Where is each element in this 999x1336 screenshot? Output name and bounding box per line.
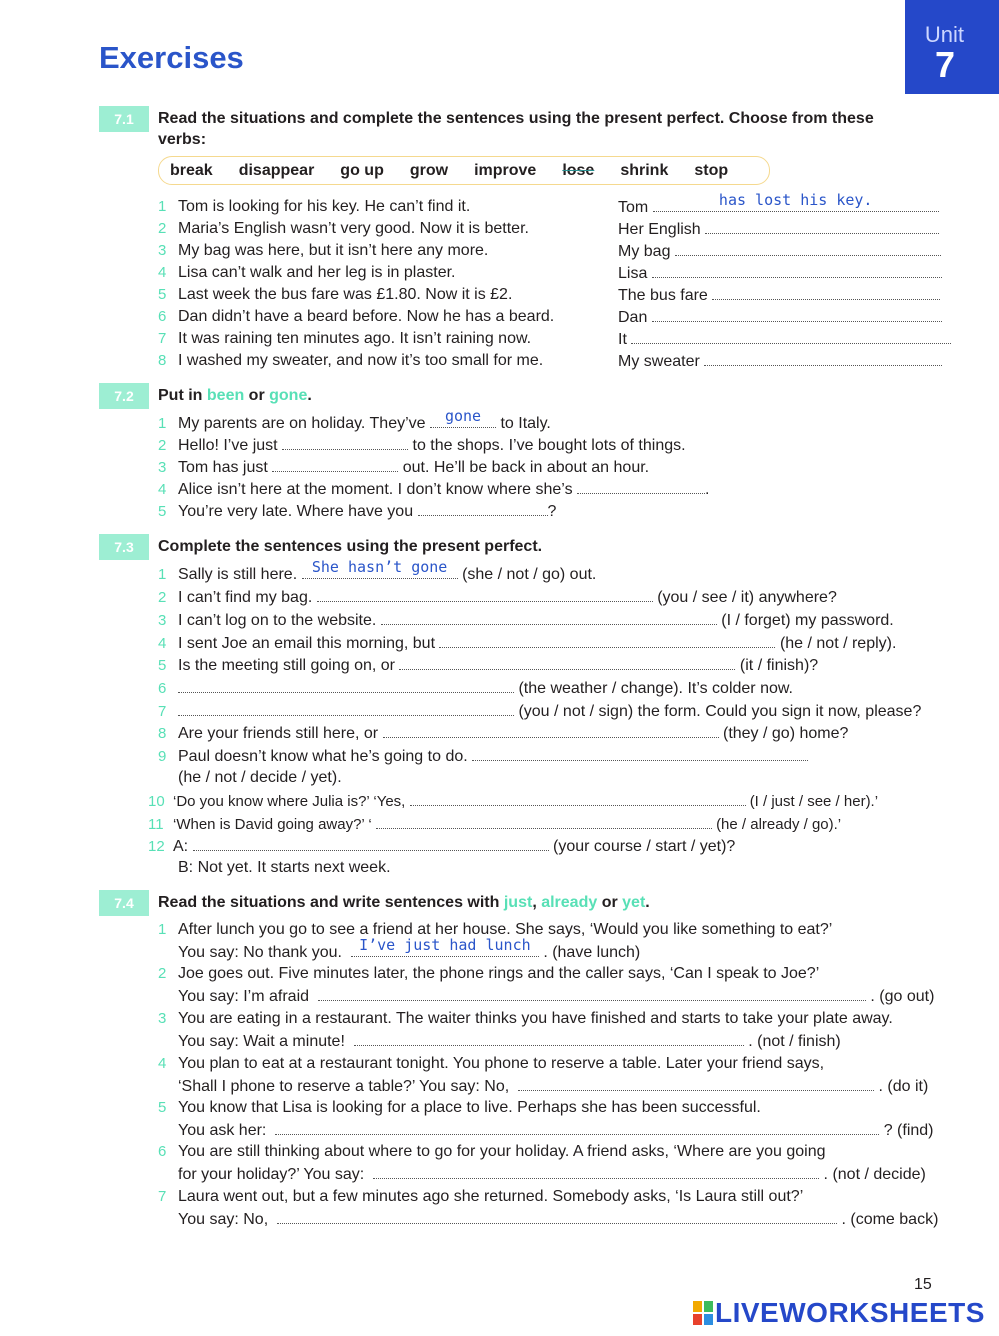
answer-text: gone	[444, 407, 482, 425]
answer-blank[interactable]	[302, 558, 458, 579]
sentence-text: ‘Shall I phone to reserve a table?’ You say: No,	[178, 1078, 510, 1095]
sentence-text: (it / finish)?	[739, 657, 819, 674]
answer-blank[interactable]	[652, 263, 942, 278]
answer-line	[178, 1031, 841, 1052]
brand-name: LIVEWORKSHEETS	[715, 1297, 985, 1328]
heading-text: .	[307, 387, 312, 404]
sentence-text: I sent Joe an email this morning, but	[178, 635, 436, 652]
answer-text: has lost his key.	[718, 191, 873, 209]
sentence-text: (he / not / decide / yet).	[178, 769, 342, 786]
highlight-word: gone	[269, 387, 308, 404]
item-number: 4	[158, 264, 167, 281]
sentence-text: You say: No,	[178, 1211, 269, 1228]
answer-prompt: It	[618, 331, 627, 348]
sentence-text: My bag was here, but it isn’t here any more.	[178, 242, 489, 259]
item-number: 10	[148, 793, 165, 810]
exercise-item	[158, 435, 686, 456]
sentence-text: (I / just / see / her).’	[749, 793, 879, 810]
exercise-item	[158, 479, 709, 500]
answer-line	[178, 986, 934, 1007]
sentence-text: You say: Wait a minute!	[178, 1033, 345, 1050]
brand-logo	[693, 1297, 985, 1329]
sentence-text: ?	[547, 503, 557, 520]
sentence-text: Are your friends still here, or	[178, 725, 379, 742]
sentence-text: (you / see / it) anywhere?	[657, 589, 837, 606]
answer-blank[interactable]	[652, 307, 942, 322]
sentence-text: (I / forget) my password.	[721, 612, 894, 629]
item-number: 6	[158, 680, 167, 697]
item-number: 7	[158, 703, 167, 720]
exercise-item	[158, 746, 808, 767]
item-number: 7	[158, 330, 167, 347]
sentence-text: Tom has just	[178, 459, 268, 476]
answer-prompt: Dan	[618, 309, 648, 326]
answer-blank[interactable]	[577, 479, 705, 494]
item-number: 5	[158, 657, 167, 674]
sentence-text: Joe goes out. Five minutes later, the phone rings and the caller says, ‘Can I speak to Joe?’	[178, 965, 820, 982]
exercise-item	[158, 1187, 803, 1207]
item-number: 3	[158, 459, 167, 476]
exercise-item	[158, 964, 819, 984]
exercise-item	[158, 558, 597, 585]
sentence-text: to the shops. I’ve bought lots of things.	[412, 437, 686, 454]
exercise-item	[158, 285, 512, 305]
sentence-text: Sally is still here.	[178, 566, 298, 583]
exercise-item	[148, 836, 736, 857]
verb: stop	[694, 161, 729, 179]
highlight-word: been	[206, 387, 245, 404]
answer-blank[interactable]	[418, 501, 548, 516]
exercise-heading	[158, 892, 650, 913]
exercise-item	[158, 610, 894, 631]
item-number: 6	[158, 1143, 167, 1160]
sentence-text: . (do it)	[878, 1078, 929, 1095]
sentence-text: (she / not / go) out.	[462, 566, 597, 583]
sentence-text: (your course / start / yet)?	[553, 838, 736, 855]
exercise-item	[158, 241, 488, 261]
item-number: 9	[158, 748, 167, 765]
sentence-text: You know that Lisa is looking for a place to live. Perhaps she has been successful.	[178, 1099, 761, 1116]
answer-blank[interactable]	[518, 1076, 874, 1091]
answer-blank[interactable]	[193, 836, 549, 851]
exercise-item-continued	[178, 858, 391, 878]
answer-blank[interactable]	[354, 1031, 744, 1046]
answer-prompt: The bus fare	[618, 287, 708, 304]
answer-blank[interactable]	[373, 1164, 819, 1179]
answer-blank[interactable]	[430, 407, 496, 428]
exercise-heading: Complete the sentences using the present perfect.	[158, 538, 543, 555]
verb: disappear	[238, 161, 315, 179]
sentence-text: . (come back)	[841, 1211, 939, 1228]
sentence-text: Dan didn’t have a beard before. Now he has a beard.	[178, 308, 555, 325]
answer-text: I’ve just had lunch	[359, 936, 531, 954]
answer-line	[618, 285, 940, 306]
sentence-text: You are still thinking about where to go for your holiday. A friend asks, ‘Where are you going	[178, 1143, 826, 1160]
answer-line	[618, 241, 941, 262]
sentence-text: You’re very late. Where have you	[178, 503, 414, 520]
answer-prompt: Her English	[618, 221, 701, 238]
exercise-item	[158, 678, 793, 699]
exercise-item	[158, 1098, 761, 1118]
answer-blank[interactable]	[317, 587, 653, 602]
item-number: 8	[158, 352, 167, 369]
heading-text: or	[244, 387, 270, 404]
exercise-item	[158, 633, 896, 654]
exercise-item	[158, 723, 848, 744]
sentence-text: (you / not / sign) the form. Could you sign it now, please?	[518, 703, 922, 720]
sentence-text: Lisa can’t walk and her leg is in plaster.	[178, 264, 456, 281]
answer-blank[interactable]	[675, 241, 941, 256]
answer-line	[178, 1164, 926, 1185]
heading-text: Put in	[158, 387, 207, 404]
item-number: 2	[158, 220, 167, 237]
sentence-text: I washed my sweater, and now it’s too small for me.	[178, 352, 544, 369]
answer-blank[interactable]	[399, 655, 735, 670]
item-number: 8	[158, 725, 167, 742]
answer-blank[interactable]	[472, 746, 808, 761]
verb: break	[170, 161, 213, 179]
answer-blank[interactable]	[381, 610, 717, 625]
sentence-text: Last week the bus fare was £1.80. Now it is £2.	[178, 286, 513, 303]
exercise-item-continued	[178, 768, 342, 788]
sentence-text: Paul doesn’t know what he’s going to do.	[178, 748, 468, 765]
answer-blank[interactable]	[272, 457, 398, 472]
sentence-text: ‘When is David going away?’ ‘	[173, 816, 372, 833]
exercise-item	[158, 407, 551, 434]
highlight-word: already	[541, 894, 598, 911]
exercise-item	[148, 814, 842, 835]
item-number: 6	[158, 308, 167, 325]
item-number: 5	[158, 503, 167, 520]
unit-number: 7	[934, 44, 955, 85]
answer-blank[interactable]	[178, 678, 514, 693]
sentence-text: My parents are on holiday. They’ve	[178, 415, 426, 432]
answer-line	[618, 351, 942, 372]
heading-text: Read the situations and write sentences with	[158, 894, 504, 911]
exercise-item	[158, 1054, 824, 1074]
sentence-text: You say: No thank you.	[178, 944, 342, 961]
sentence-text: Maria’s English wasn’t very good. Now it is better.	[178, 220, 529, 237]
item-number: 5	[158, 1099, 167, 1116]
exercise-badge: 7.3	[99, 534, 149, 560]
exercise-heading: Read the situations and complete the sentences using the present perfect. Choose from these verbs:	[158, 110, 874, 148]
sentence-text: (he / already / go).’	[716, 816, 842, 833]
sentence-text: to Italy.	[500, 415, 551, 432]
sentence-text: Tom is looking for his key. He can’t find it.	[178, 198, 471, 215]
sentence-text: Is the meeting still going on, or	[178, 657, 396, 674]
answer-blank[interactable]	[351, 936, 539, 957]
item-number: 5	[158, 286, 167, 303]
item-number: 1	[158, 566, 167, 583]
answer-prompt: My sweater	[618, 353, 700, 370]
exercise-item	[148, 791, 879, 812]
answer-blank[interactable]	[439, 633, 775, 648]
exercise-badge: 7.2	[99, 383, 149, 409]
answer-line	[618, 329, 951, 350]
exercise-heading	[158, 385, 312, 406]
sentence-text: A:	[173, 838, 189, 855]
answer-blank[interactable]	[705, 219, 939, 234]
exercise-item	[158, 197, 470, 217]
verb: improve	[474, 161, 537, 179]
verb-box	[158, 156, 770, 185]
item-number: 11	[148, 816, 164, 833]
answer-prompt: Lisa	[618, 265, 648, 282]
answer-blank[interactable]	[275, 1120, 879, 1135]
answer-blank[interactable]	[318, 986, 866, 1001]
highlight-word: just	[503, 894, 533, 911]
item-number: 1	[158, 198, 167, 215]
sentence-text: I can’t log on to the website.	[178, 612, 377, 629]
sentence-text: (he / not / reply).	[779, 635, 897, 652]
exercise-badge: 7.1	[99, 106, 149, 132]
answer-text: She hasn’t gone	[311, 558, 448, 576]
answer-line	[618, 307, 942, 328]
sentence-text: B: Not yet. It starts next week.	[178, 859, 391, 876]
answer-blank[interactable]	[178, 701, 514, 716]
page-number: 15	[914, 1276, 932, 1293]
sentence-text: After lunch you go to see a friend at her house. She says, ‘Would you like something to eat?’	[178, 921, 833, 938]
unit-label: Unit	[924, 22, 964, 47]
answer-line	[618, 263, 942, 284]
exercise-item	[158, 1009, 893, 1029]
sentence-text: ? (find)	[883, 1122, 934, 1139]
exercise-item	[158, 263, 455, 283]
sentence-text: It was raining ten minutes ago. It isn’t raining now.	[178, 330, 532, 347]
item-number: 4	[158, 635, 167, 652]
exercise-item	[158, 307, 554, 327]
sentence-text: .	[705, 481, 710, 498]
exercise-item	[158, 457, 649, 478]
sentence-text: for your holiday?’ You say:	[178, 1166, 365, 1183]
sentence-text: (the weather / change). It’s colder now.	[518, 680, 793, 697]
sentence-text: (they / go) home?	[722, 725, 849, 742]
answer-prompt: My bag	[618, 243, 671, 260]
answer-line	[618, 219, 939, 240]
answer-blank[interactable]	[704, 351, 942, 366]
sentence-text: You ask her:	[178, 1122, 267, 1139]
item-number: 3	[158, 1010, 167, 1027]
heading-text: ,	[532, 894, 542, 911]
sentence-text: Hello! I’ve just	[178, 437, 278, 454]
sentence-text: I can’t find my bag.	[178, 589, 313, 606]
answer-line	[178, 1120, 934, 1141]
answer-blank[interactable]	[383, 723, 719, 738]
sentence-text: Alice isn’t here at the moment. I don’t know where she’s	[178, 481, 573, 498]
verb-used: lose	[562, 161, 595, 179]
sentence-text: ‘Do you know where Julia is?’ ‘Yes,	[173, 793, 406, 810]
item-number: 3	[158, 242, 167, 259]
exercise-item	[158, 219, 529, 239]
verb: shrink	[620, 161, 669, 179]
item-number: 4	[158, 481, 167, 498]
item-number: 12	[148, 838, 165, 855]
item-number: 1	[158, 415, 167, 432]
answer-line	[618, 191, 939, 218]
sentence-text: . (have lunch)	[543, 944, 641, 961]
exercise-item	[158, 1142, 826, 1162]
answer-prompt: Tom	[618, 199, 649, 216]
page-title: Exercises	[99, 40, 244, 75]
unit-badge	[905, 0, 999, 94]
exercise-badge: 7.4	[99, 890, 149, 916]
exercise-item	[158, 701, 921, 722]
answer-blank[interactable]	[653, 191, 939, 212]
sentence-text: out. He’ll be back in about an hour.	[402, 459, 650, 476]
item-number: 1	[158, 921, 167, 938]
answer-blank[interactable]	[631, 329, 951, 344]
answer-blank[interactable]	[712, 285, 940, 300]
exercise-item	[158, 329, 531, 349]
answer-blank[interactable]	[277, 1209, 837, 1224]
item-number: 3	[158, 612, 167, 629]
verb: go up	[340, 161, 384, 179]
sentence-text: . (go out)	[870, 988, 935, 1005]
exercise-item	[158, 351, 543, 371]
sentence-text: You say: I’m afraid	[178, 988, 310, 1005]
liveworksheets-logo-icon	[693, 1301, 713, 1325]
sentence-text: . (not / decide)	[823, 1166, 926, 1183]
answer-blank[interactable]	[282, 435, 408, 450]
sentence-text: You are eating in a restaurant. The waiter thinks you have finished and starts to take your plate away.	[178, 1010, 893, 1027]
item-number: 7	[158, 1188, 167, 1205]
answer-line	[178, 1209, 938, 1230]
item-number: 2	[158, 589, 167, 606]
item-number: 4	[158, 1055, 167, 1072]
verb: grow	[409, 161, 449, 179]
answer-blank[interactable]	[376, 814, 712, 829]
heading-text: .	[645, 894, 650, 911]
item-number: 2	[158, 965, 167, 982]
exercise-item	[158, 655, 818, 676]
item-number: 2	[158, 437, 167, 454]
answer-line	[178, 936, 641, 963]
exercise-item	[158, 501, 556, 522]
answer-line	[178, 1076, 928, 1097]
highlight-word: yet	[622, 894, 646, 911]
sentence-text: You plan to eat at a restaurant tonight. You phone to reserve a table. Later your friend says,	[178, 1055, 825, 1072]
sentence-text: Laura went out, but a few minutes ago she returned. Somebody asks, ‘Is Laura still out?’	[178, 1188, 804, 1205]
exercise-item	[158, 587, 837, 608]
sentence-text: . (not / finish)	[748, 1033, 841, 1050]
answer-blank[interactable]	[410, 791, 746, 806]
heading-text: or	[597, 894, 623, 911]
